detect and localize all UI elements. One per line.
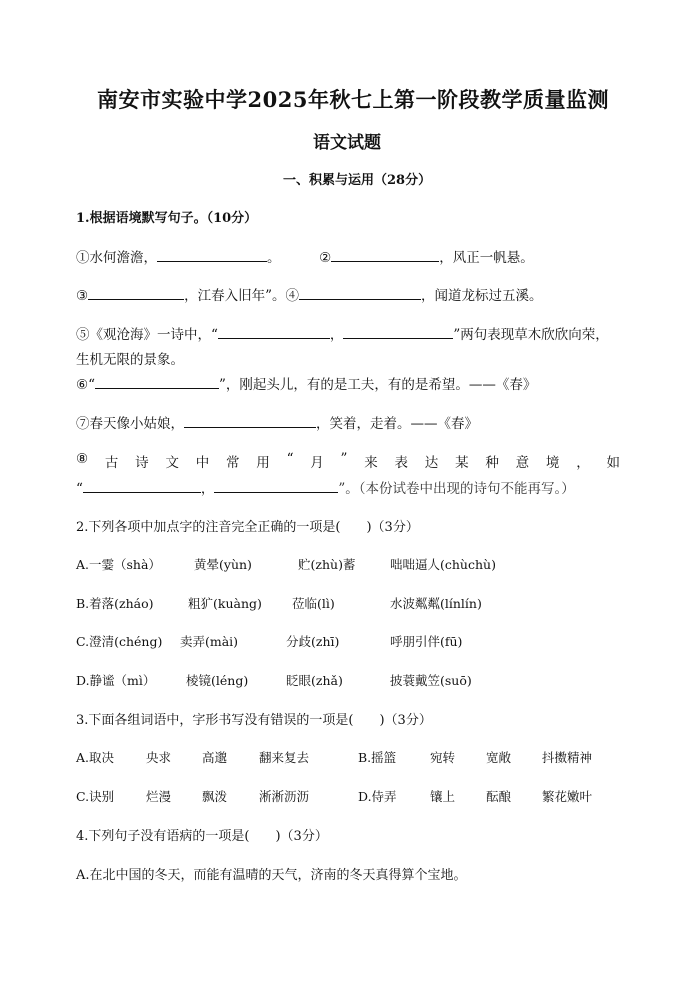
q3-word: 酝酿 bbox=[486, 789, 512, 804]
q3-word: 烂漫 bbox=[146, 789, 172, 804]
q4-option-a[interactable]: A.在北中国的冬天，而能有温晴的天气，济南的冬天真得算个宝地。 bbox=[76, 868, 467, 883]
q1-line-6 bbox=[76, 451, 620, 471]
q1-char: 来 bbox=[364, 455, 378, 471]
q2-option-b[interactable] bbox=[76, 594, 636, 612]
q2-option-d[interactable] bbox=[76, 671, 636, 689]
q1-char: 诗 bbox=[135, 455, 149, 471]
q3-word: 宽敞 bbox=[486, 750, 512, 765]
q1-text: ③ bbox=[76, 288, 89, 304]
fill-blank[interactable] bbox=[184, 414, 316, 428]
q2-option-c[interactable] bbox=[76, 632, 636, 650]
fill-blank[interactable] bbox=[343, 325, 453, 339]
q2-option-a[interactable] bbox=[76, 555, 636, 573]
q3-word: 央求 bbox=[146, 750, 172, 765]
q2-option-text: 眨眼(zhǎ) bbox=[286, 673, 343, 688]
q1-char: ， bbox=[576, 455, 590, 471]
q4-stem: 4.下列句子没有语病的一项是( )（3分） bbox=[76, 829, 328, 844]
fill-blank[interactable] bbox=[299, 286, 421, 300]
q1-line-3 bbox=[76, 323, 609, 343]
q3-option-d[interactable]: D.侍弄 bbox=[358, 789, 397, 804]
q1-char: “ bbox=[286, 451, 294, 467]
fill-blank[interactable] bbox=[214, 479, 338, 493]
q1-text: ⑥“ bbox=[76, 377, 96, 393]
q1-text: ⑦春天像小姑娘， bbox=[76, 416, 184, 432]
fill-blank[interactable] bbox=[88, 286, 184, 300]
q2-option-text: 分歧(zhī) bbox=[286, 634, 340, 649]
q3-word: 宛转 bbox=[430, 750, 456, 765]
q1-char: 月 bbox=[310, 455, 324, 471]
q1-char: 文 bbox=[165, 455, 179, 471]
q1-char: 常 bbox=[226, 455, 240, 471]
q1-line-1 bbox=[76, 246, 534, 266]
q3-word: 高邈 bbox=[202, 750, 228, 765]
fill-blank[interactable] bbox=[95, 375, 219, 389]
q1-char: 如 bbox=[606, 455, 620, 471]
q1-text: ，笑着，走着。——《春》 bbox=[316, 416, 478, 432]
q3-word: 飘泼 bbox=[202, 789, 228, 804]
q1-line-7 bbox=[76, 477, 575, 497]
q1-char: 表 bbox=[394, 455, 409, 471]
q1-heading: 1.根据语境默写句子。（10分） bbox=[76, 211, 258, 226]
q1-text: ② bbox=[319, 250, 332, 266]
section-heading: 一、积累与运用（28分） bbox=[283, 173, 432, 188]
q3-stem: 3.下面各组词语中，字形书写没有错误的一项是( )（3分） bbox=[76, 713, 432, 728]
q3-word: 繁花嫩叶 bbox=[542, 789, 593, 804]
q2-option-text: 咄咄逼人(chùchù) bbox=[390, 557, 496, 572]
fill-blank[interactable] bbox=[157, 248, 267, 262]
q1-text: ”，刚起头儿，有的是工夫，有的是希望。——《春》 bbox=[219, 377, 537, 393]
q1-text: “ bbox=[76, 481, 83, 497]
q2-option-text: 披蓑戴笠(suō) bbox=[390, 673, 472, 688]
q3-word: 镶上 bbox=[430, 789, 456, 804]
q1-char: 境 bbox=[545, 455, 560, 471]
q1-text: ， bbox=[329, 327, 344, 343]
q1-line-2 bbox=[76, 284, 543, 304]
q1-line-5 bbox=[76, 412, 478, 432]
q1-text: ①水何澹澹， bbox=[76, 250, 157, 266]
q1-text: ，风正一帆悬。 bbox=[439, 250, 534, 266]
q3-option-a[interactable]: A.取决 bbox=[76, 750, 115, 765]
q1-char: 达 bbox=[424, 455, 439, 471]
q3-option-b[interactable]: B.摇篮 bbox=[358, 750, 397, 765]
q1-char: 某 bbox=[455, 455, 469, 471]
q1-text: ， bbox=[200, 481, 215, 497]
q1-char: 古 bbox=[104, 455, 119, 471]
q2-option-text: 贮(zhù)蓄 bbox=[298, 557, 356, 572]
q2-option-text: 莅临(lì) bbox=[292, 596, 335, 611]
q1-text: ，江春入旧年”。④ bbox=[184, 288, 300, 304]
q2-stem: 2.下列各项中加点字的注音完全正确的一项是( )（3分） bbox=[76, 520, 419, 535]
q2-option-text: B.着落(zháo) bbox=[76, 596, 154, 611]
q2-option-text: 棱镜(léng) bbox=[186, 673, 249, 688]
q1-char: ⑧ bbox=[76, 451, 89, 467]
q2-option-text: D.静谧（mì） bbox=[76, 673, 156, 688]
q1-text: 。 bbox=[267, 250, 281, 266]
q3-word: 淅淅沥沥 bbox=[259, 789, 310, 804]
q1-line-3b: 生机无限的景象。 bbox=[76, 352, 184, 368]
q1-char: 中 bbox=[195, 455, 210, 471]
q2-option-text: 呼朋引伴(fū) bbox=[390, 634, 463, 649]
q1-line-4 bbox=[76, 373, 536, 393]
q1-text: ”两句表现草木欣欣向荣， bbox=[453, 327, 609, 343]
q2-option-text: C.澄清(chéng) bbox=[76, 634, 163, 649]
q1-text: ⑤《观沧海》一诗中，“ bbox=[76, 327, 218, 343]
fill-blank[interactable] bbox=[331, 248, 439, 262]
fill-blank[interactable] bbox=[218, 325, 330, 339]
q2-option-text: 黄晕(yùn) bbox=[194, 557, 252, 572]
q2-option-text: 粗犷(kuàng) bbox=[188, 596, 262, 611]
q3-option-c[interactable]: C.诀别 bbox=[76, 789, 115, 804]
q1-char: 用 bbox=[256, 455, 270, 471]
q3-row-2 bbox=[76, 787, 636, 805]
q1-char: 意 bbox=[515, 455, 530, 471]
q1-char: ” bbox=[340, 451, 348, 467]
q1-text: ”。（本份试卷中出现的诗句不能再写。） bbox=[338, 481, 575, 497]
q2-option-text: 卖弄(mài) bbox=[180, 634, 239, 649]
q3-word: 抖擞精神 bbox=[542, 750, 593, 765]
fill-blank[interactable] bbox=[83, 479, 201, 493]
q3-word: 翻来复去 bbox=[259, 750, 310, 765]
exam-subtitle: 语文试题 bbox=[313, 133, 381, 153]
q2-option-text: 水波粼粼(línlín) bbox=[390, 596, 482, 611]
q3-row-1 bbox=[76, 748, 636, 766]
q2-option-text: A.一霎（shà） bbox=[76, 557, 161, 572]
q1-text: ，闻道龙标过五溪。 bbox=[421, 288, 543, 304]
q1-char: 种 bbox=[485, 455, 499, 471]
exam-title: 南安市实验中学2025年秋七上第一阶段教学质量监测 bbox=[97, 87, 609, 112]
